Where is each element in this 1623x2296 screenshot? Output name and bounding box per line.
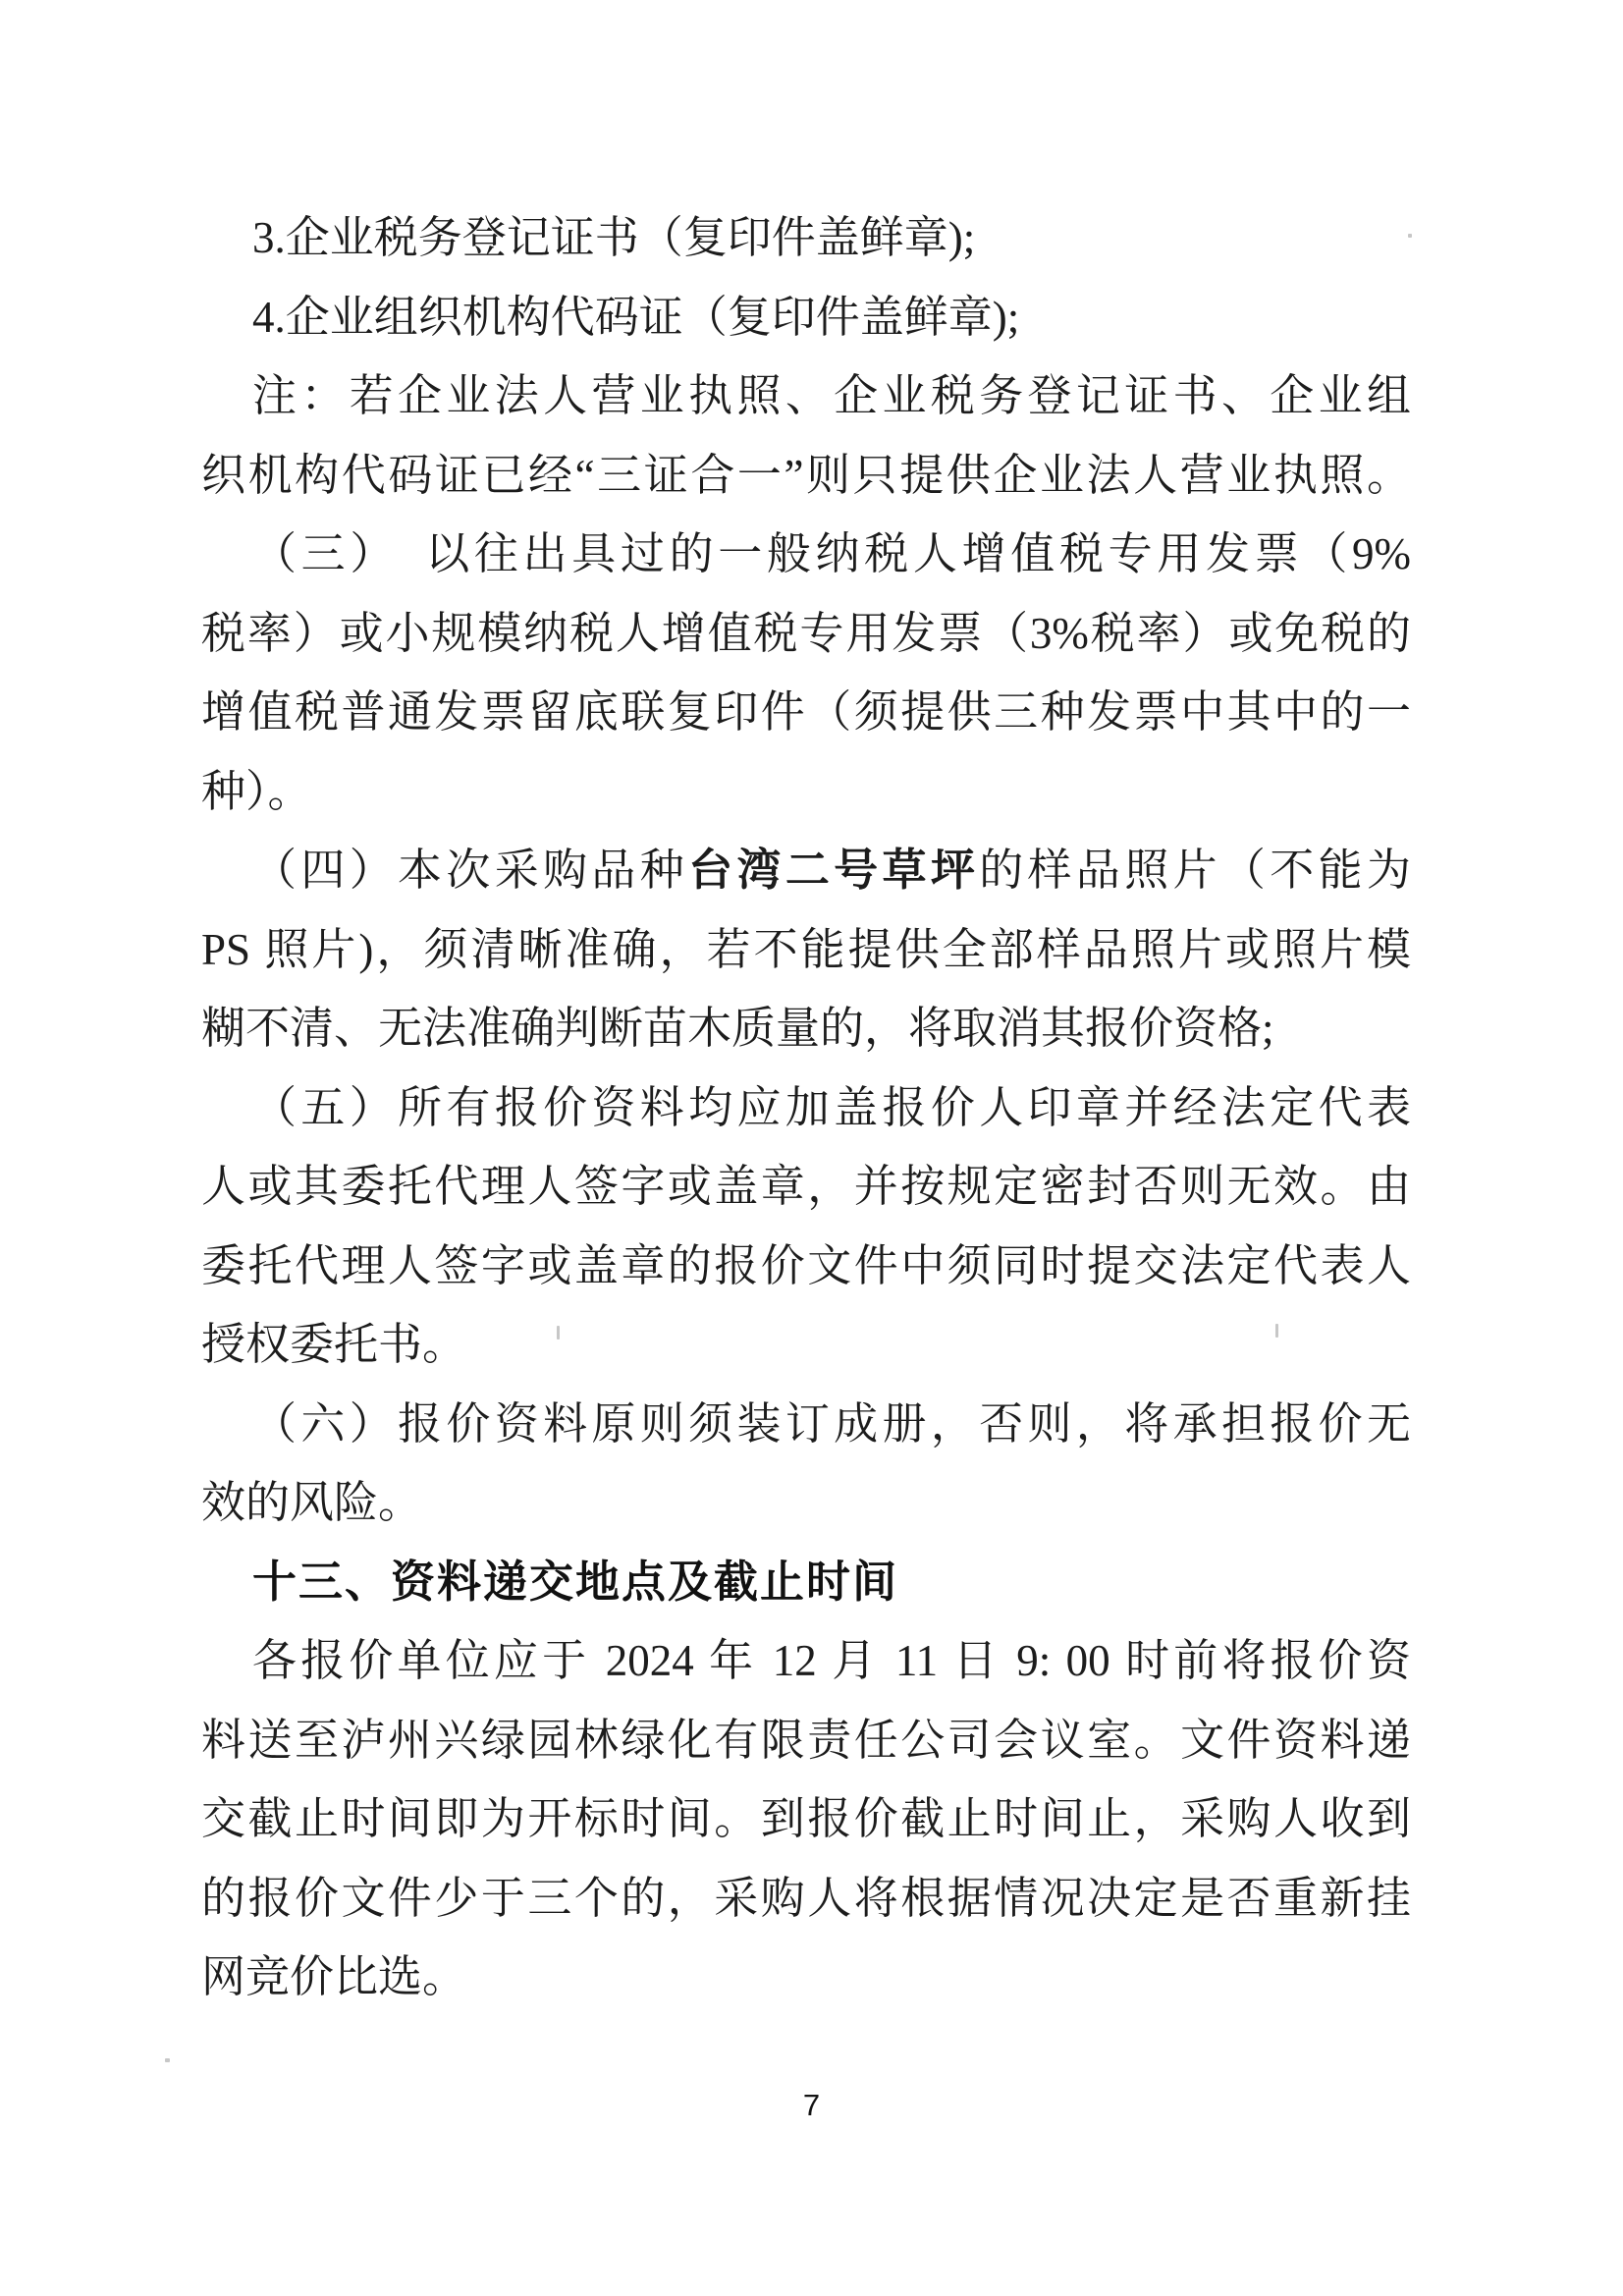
text-run: 织机构代码证已经“三证合一”则只提供企业法人营业执照。: [201, 450, 1411, 500]
text-line: [201, 1147, 1411, 1227]
text-run: 委托代理人签字或盖章的报价文件中须同时提交法定代表人: [201, 1240, 1411, 1290]
text-line: [201, 1701, 1411, 1780]
text-run: 注：若企业法人营业执照、企业税务登记证书、企业组: [252, 371, 1411, 420]
text-run: 人或其委托代理人签字或盖章，并按规定密封否则无效。由: [201, 1162, 1411, 1211]
text-run: 料送至泸州兴绿园林绿化有限责任公司会议室。文件资料递: [201, 1715, 1411, 1765]
text-run: 种）。: [201, 766, 312, 816]
text-line: [201, 515, 1411, 594]
text-line: [201, 436, 1411, 516]
text-line: [201, 1859, 1411, 1939]
text-line: [201, 198, 1411, 278]
text-run: 税率）或小规模纳税人增值税专用发票（3%税率）或免税的: [201, 608, 1411, 658]
bold-text: 台湾二号草坪: [688, 845, 980, 895]
text-line: [201, 1463, 1411, 1543]
text-run: （三） 以往出具过的一般纳税人增值税专用发票（9%: [252, 529, 1411, 578]
text-run: 各报价单位应于 2024 年 12 月 11 日 9: 00 时前将报价资: [252, 1636, 1411, 1685]
text-line: [201, 910, 1411, 990]
scan-speck: [165, 2058, 170, 2062]
scan-speck: [1275, 1324, 1278, 1338]
text-line: [201, 1779, 1411, 1859]
section-heading: [201, 1543, 1411, 1622]
page-number: 7: [802, 2088, 821, 2122]
text-line: [201, 1227, 1411, 1306]
text-line: [201, 1068, 1411, 1148]
scan-speck: [557, 1326, 560, 1339]
text-line: [201, 1305, 1411, 1385]
text-line: [201, 989, 1411, 1068]
text-run: 授权委托书。: [201, 1320, 467, 1369]
text-run: 4.企业组织机构代码证（复印件盖鲜章);: [252, 292, 1020, 342]
text-run: 糊不清、无法准确判断苗木质量的，将取消其报价资格;: [201, 1004, 1274, 1053]
text-line: [201, 752, 1411, 832]
text-run: 效的风险。: [201, 1478, 423, 1527]
text-line: [201, 1385, 1411, 1464]
text-line: [201, 278, 1411, 357]
text-line: [201, 673, 1411, 752]
text-run: 网竞价比选。: [201, 1952, 467, 2001]
text-run: PS 照片)，须清晰准确，若不能提供全部样品照片或照片模: [201, 924, 1411, 974]
text-run: 十三、资料递交地点及截止时间: [252, 1556, 899, 1607]
text-run: 的报价文件少于三个的，采购人将根据情况决定是否重新挂: [201, 1873, 1411, 1923]
text-run: 交截止时间即为开标时间。到报价截止时间止，采购人收到: [201, 1794, 1411, 1843]
text-line: [201, 831, 1411, 910]
text-run: 增值税普通发票留底联复印件（须提供三种发票中其中的一: [201, 687, 1411, 737]
text-line: [201, 594, 1411, 674]
text-run: 3.企业税务登记证书（复印件盖鲜章);: [252, 213, 976, 262]
text-run: 的样品照片（不能为: [979, 846, 1411, 895]
text-line: [201, 1621, 1411, 1701]
text-line: [201, 356, 1411, 436]
text-line: [201, 1938, 1411, 2017]
text-run: （六）报价资料原则须装订成册，否则，将承担报价无: [252, 1398, 1411, 1449]
scan-speck: [1408, 234, 1412, 238]
document-text-block: [201, 198, 1411, 2017]
text-run: （五）所有报价资料均应加盖报价人印章并经法定代表: [252, 1082, 1411, 1132]
text-run: （四）本次采购品种: [252, 846, 689, 895]
